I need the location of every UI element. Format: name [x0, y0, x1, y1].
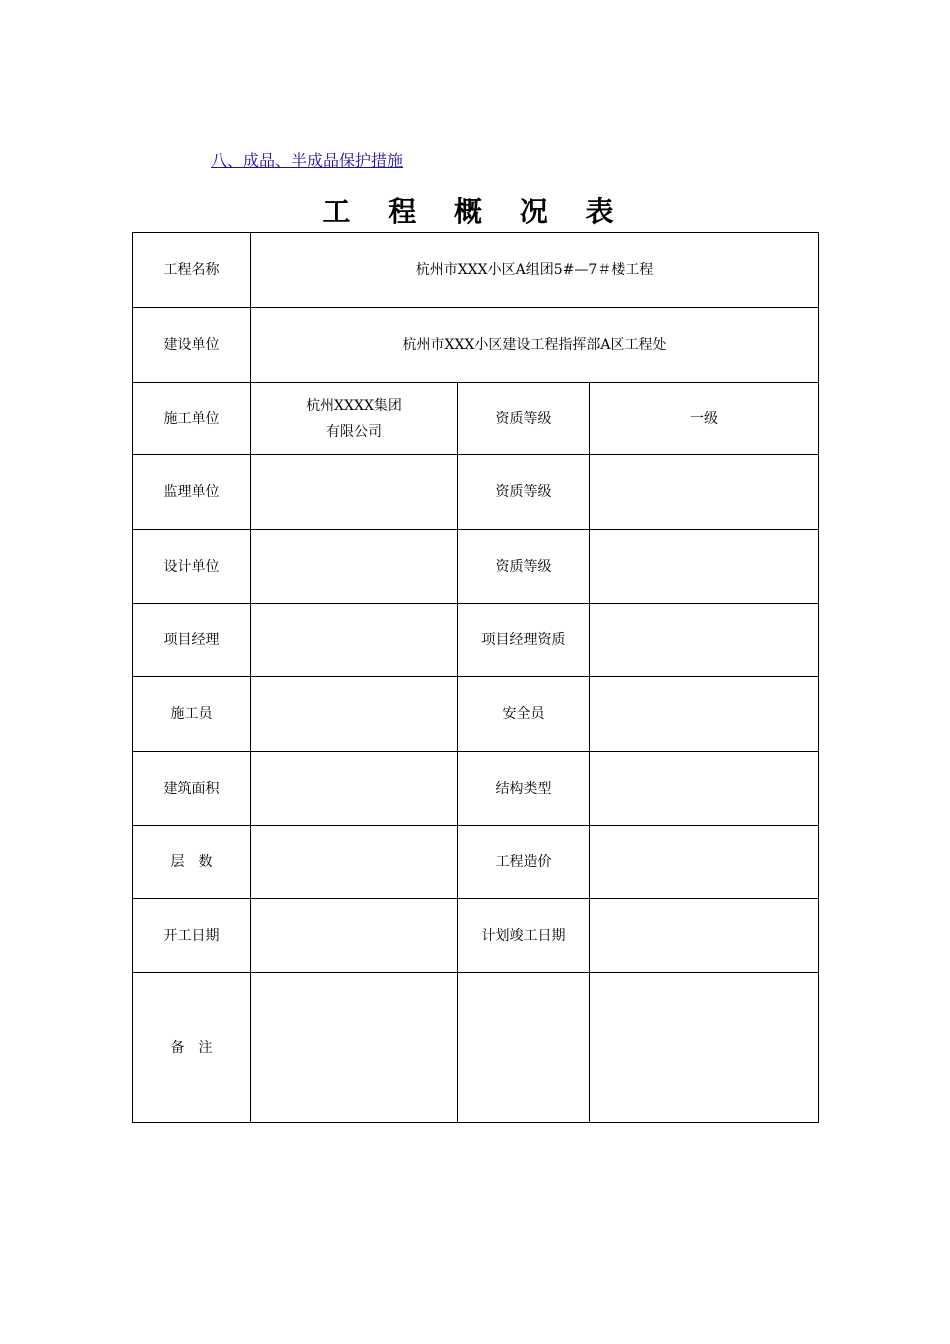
table-row — [133, 826, 819, 899]
supervisor-qual-label: 资质等级 — [458, 455, 590, 530]
client-label: 建设单位 — [133, 308, 251, 383]
supervisor-label: 监理单位 — [133, 455, 251, 530]
table-row — [133, 233, 819, 308]
finish-date-value — [590, 899, 819, 973]
start-date-label: 开工日期 — [133, 899, 251, 973]
designer-value — [251, 530, 458, 604]
safety-value — [590, 677, 819, 752]
table-row — [133, 455, 819, 530]
contractor-value-line2: 有限公司 — [326, 423, 382, 440]
pm-label: 项目经理 — [133, 604, 251, 677]
toc-link-protection-measures[interactable]: 八、成品、半成品保护措施 — [211, 151, 404, 170]
finish-date-label: 计划竣工日期 — [458, 899, 590, 973]
safety-label: 安全员 — [458, 677, 590, 752]
document-title: 工 程 概 况 表 — [322, 195, 628, 228]
area-value — [251, 752, 458, 826]
designer-qual-label: 资质等级 — [458, 530, 590, 604]
project-name-label: 工程名称 — [133, 233, 251, 308]
supervisor-qual-value — [590, 455, 819, 530]
table-row — [133, 752, 819, 826]
constructor-label: 施工员 — [133, 677, 251, 752]
cost-label: 工程造价 — [458, 826, 590, 899]
pm-value — [251, 604, 458, 677]
contractor-value — [251, 383, 458, 455]
pm-qual-value — [590, 604, 819, 677]
remarks-value-2 — [458, 973, 590, 1123]
supervisor-value — [251, 455, 458, 530]
designer-qual-value — [590, 530, 819, 604]
floors-label: 层 数 — [133, 826, 251, 899]
contractor-qual-value: 一级 — [590, 383, 819, 455]
contractor-qual-label: 资质等级 — [458, 383, 590, 455]
start-date-value — [251, 899, 458, 973]
designer-label: 设计单位 — [133, 530, 251, 604]
contractor-value-line1: 杭州XXXX集团 — [306, 397, 402, 414]
project-overview-table — [132, 232, 819, 1123]
remarks-value-3 — [590, 973, 819, 1123]
table-row — [133, 604, 819, 677]
client-value: 杭州市XXX小区建设工程指挥部A区工程处 — [251, 308, 819, 383]
table-row — [133, 383, 819, 455]
pm-qual-label: 项目经理资质 — [458, 604, 590, 677]
table-row — [133, 530, 819, 604]
table-row — [133, 677, 819, 752]
area-label: 建筑面积 — [133, 752, 251, 826]
structure-value — [590, 752, 819, 826]
remarks-label: 备 注 — [133, 973, 251, 1123]
constructor-value — [251, 677, 458, 752]
cost-value — [590, 826, 819, 899]
table-row — [133, 973, 819, 1123]
project-name-value: 杭州市XXX小区A组团5#—7＃楼工程 — [251, 233, 819, 308]
floors-value — [251, 826, 458, 899]
table-row — [133, 308, 819, 383]
remarks-value-1 — [251, 973, 458, 1123]
table-row — [133, 899, 819, 973]
contractor-label: 施工单位 — [133, 383, 251, 455]
structure-label: 结构类型 — [458, 752, 590, 826]
